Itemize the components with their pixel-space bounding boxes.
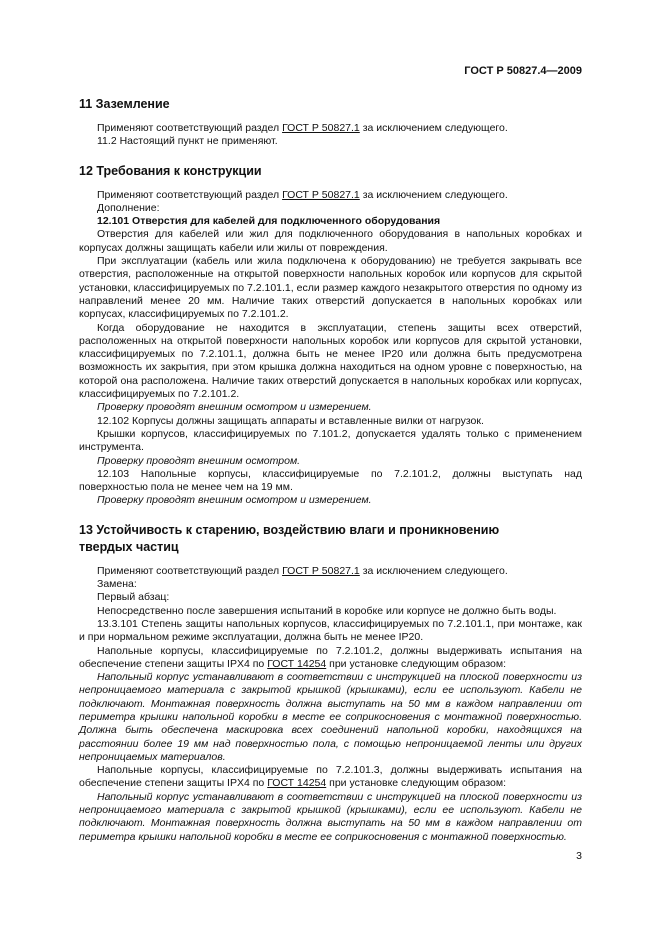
clause-12-101-para-1: Отверстия для кабелей или жил для подключенного оборудования в напольных коробках и корпусах должны защищать кабели или жилы от повреждения. <box>79 228 582 254</box>
installation-procedure-2: Напольный корпус устанавливают в соответствии с инструкцией на плоской поверхности из непроницаемого материала с закрытой крышкой (крышками), если ее используют. Кабели не подключают. Монтажная поверхность должна выступать на 50 мм в каждом направлении от периметра крышки напольной коробки в месте ее соприкосновения с монтажной поверхностью. <box>79 790 582 843</box>
section-13-title: 13 Устойчивость к старению, воздействию влаги и проникновению твердых частиц <box>79 522 500 554</box>
section-11-title: 11 Заземление <box>79 97 170 111</box>
section-12-addition: Дополнение: <box>97 201 160 214</box>
section-12-intro: Применяют соответствующий раздел ГОСТ Р 50827.1 за исключением следующего. <box>97 188 508 201</box>
clause-13-3-101-para-2: Напольные корпусы, классифицируемые по 7.2.101.3, должны выдерживать испытания на обеспечение степени защиты IPX4 по ГОСТ 14254 при установке следующим образом: <box>79 764 582 790</box>
installation-procedure-1: Напольный корпус устанавливают в соответствии с инструкцией на плоской поверхности из непроницаемого материала с закрытой крышкой (крышками), если ее используют. Кабели не подключают. Монтажная поверхность должна выступать на 50 мм в каждом направлении от периметра крышки напольной коробки в месте ее соприкосновения с монтажной поверхностью. Должна быть обеспечена маскировка всех соединений напольной коробки, находящихся на расстоянии более 19 мм над поверхностью пола, с помощью непроницаемой ленты или других непроницаемых материалов. <box>79 671 582 763</box>
gost-14254-link[interactable]: ГОСТ 14254 <box>267 657 327 670</box>
section-13-para: Непосредственно после завершения испытаний в коробке или корпусе не должно быть воды. <box>97 604 557 617</box>
clause-11-2: 11.2 Настоящий пункт не применяют. <box>97 135 278 148</box>
clause-12-102-para: Крышки корпусов, классифицируемых по 7.101.2, допускается удалять только с применением инструмента. <box>79 427 582 454</box>
gost-50827-1-link[interactable]: ГОСТ Р 50827.1 <box>282 564 360 577</box>
clause-13-3-101-para-1: Напольные корпусы, классифицируемые по 7.2.101.2, должны выдерживать испытания на обеспечение степени защиты IPX4 по ГОСТ 14254 при установке следующим образом: <box>79 644 582 670</box>
check-note: Проверку проводят внешним осмотром. <box>97 454 301 467</box>
section-13-replacement: Замена: <box>97 578 137 591</box>
clause-13-3-101: 13.3.101 Степень защиты напольных корпусов, классифицируемых по 7.2.101.1, при монтаже, как и при нормальном режиме эксплуатации, должна быть не менее IP20. <box>79 617 582 644</box>
page-number: 3 <box>576 850 582 862</box>
clause-12-101-para-3: Когда оборудование не находится в эксплуатации, степень защиты всех отверстий, расположенных на открытой поверхности напольных коробок или корпусов для скрытой установки, классифицируемых по 7.2.101.1, должна быть не менее IP20 или должна быть предусмотрена возможность их закрытия, при этом крышка должна находиться на одном уровне с поверхностью, на которой она расположена. Наличие таких отверстий допускается в напольных коробках или корпусах, классифицируемых по 7.2.101.2. <box>79 321 582 401</box>
section-13-first-paragraph-label: Первый абзац: <box>97 591 170 604</box>
section-12-title: 12 Требования к конструкции <box>79 163 262 178</box>
clause-12-101-title: 12.101 Отверстия для кабелей для подключенного оборудования <box>97 215 441 228</box>
clause-12-102: 12.102 Корпусы должны защищать аппараты и вставленные вилки от нагрузок. <box>97 414 484 427</box>
check-note: Проверку проводят внешним осмотром и измерением. <box>97 401 372 414</box>
document-code: ГОСТ Р 50827.4—2009 <box>464 65 582 77</box>
gost-50827-1-link[interactable]: ГОСТ Р 50827.1 <box>282 122 360 134</box>
clause-12-101-para-2: При эксплуатации (кабель или жила подключена к оборудованию) не требуется закрывать все отверстия, расположенные на открытой поверхности напольных коробок или корпусов для скрытой установки, классифицируемых по 7.2.101.1, если размер каждого незакрытого отверстия по одному из направлений менее 20 мм. Наличие таких отверстий допускается в напольных коробках или корпусах, классифицируемых по 7.2.101.2. <box>79 255 582 321</box>
page-content <box>79 96 582 844</box>
section-11-intro: Применяют соответствующий раздел ГОСТ Р 50827.1 за исключением следующего. <box>97 122 508 134</box>
check-note: Проверку проводят внешним осмотром и измерением. <box>97 494 372 507</box>
section-13-intro: Применяют соответствующий раздел ГОСТ Р 50827.1 за исключением следующего. <box>97 564 508 577</box>
clause-12-103: 12.103 Напольные корпусы, классифицируемые по 7.2.101.2, должны выступать над поверхностью пола не менее чем на 19 мм. <box>79 467 582 494</box>
gost-14254-link[interactable]: ГОСТ 14254 <box>267 777 327 790</box>
gost-50827-1-link[interactable]: ГОСТ Р 50827.1 <box>282 188 360 201</box>
